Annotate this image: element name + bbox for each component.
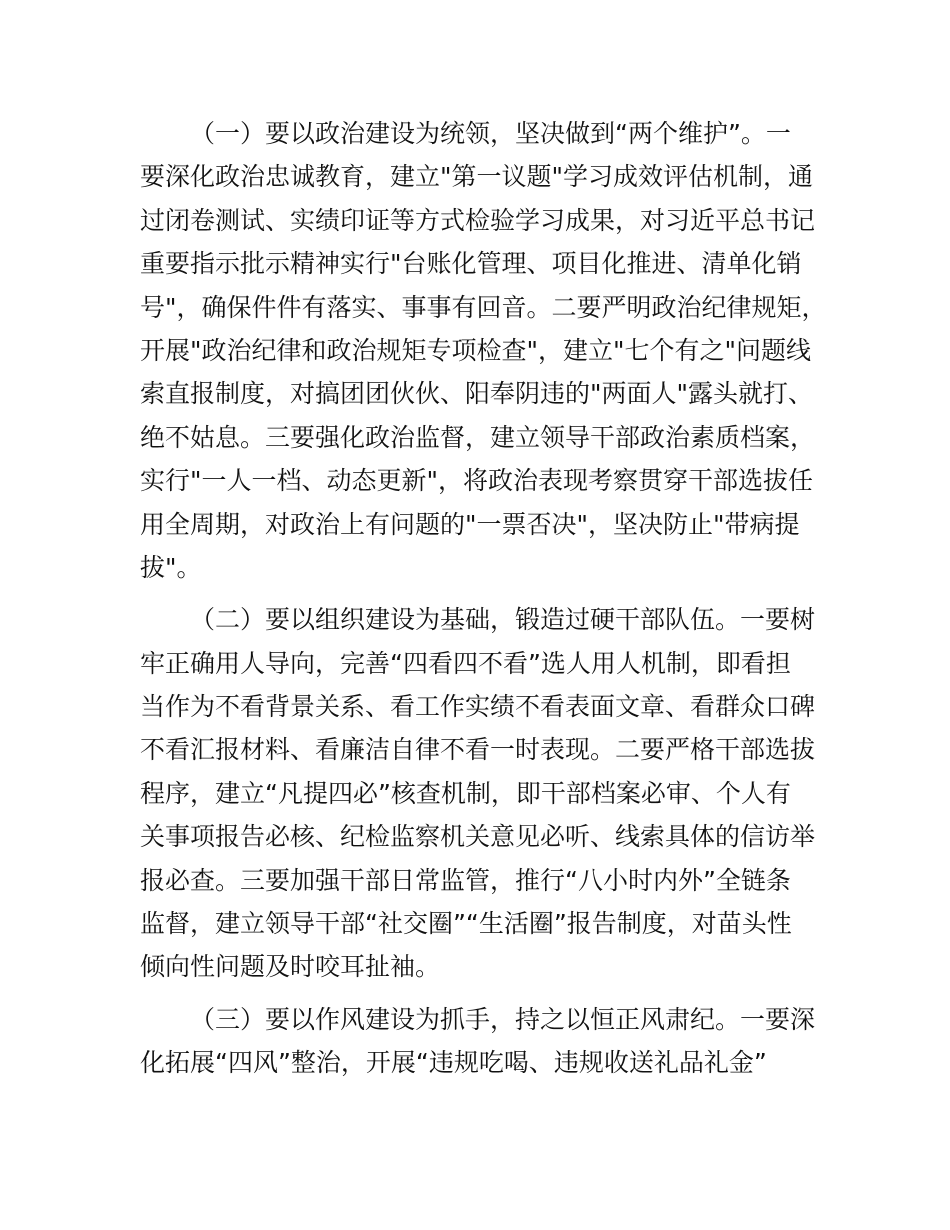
paragraph-style-building	[140, 998, 830, 1085]
text-line: （三）要以作风建设为抓手，持之以恒正风肃纪。一要深	[190, 1004, 816, 1034]
text-line: 当作为不看背景关系、看工作实绩不看表面文章、看群众口碑	[140, 692, 816, 722]
text-line: 程序，建立“凡提四必”核查机制，即干部档案必审、个人有	[140, 778, 791, 808]
text-line: 重要指示批示精神实行"台账化管理、项目化推进、清单化销	[140, 249, 802, 279]
text-line: 关事项报告必核、纪检监察机关意见必听、线索具体的信访举	[140, 822, 816, 852]
paragraph-political-building	[140, 112, 830, 589]
text-line: 过闭卷测试、实绩印证等方式检验学习成果，对习近平总书记	[140, 205, 816, 235]
paragraph-organization-building	[140, 598, 830, 989]
text-line: （一）要以政治建设为统领，坚决做到“两个维护”。一	[190, 119, 791, 148]
text-line: 开展"政治纪律和政治规矩专项检查"，建立"七个有之"问题线	[140, 335, 811, 365]
text-line: 要深化政治忠诚教育，建立"第一议题"学习成效评估机制，通	[140, 162, 814, 192]
text-line: 不看汇报材料、看廉洁自律不看一时表现。二要严格干部选拔	[140, 735, 816, 765]
text-line: 号"，确保件件有落实、事事有回音。二要严明政治纪律规矩，	[140, 292, 827, 322]
text-line: 化拓展“四风”整治，开展“违规吃喝、违规收送礼品礼金”	[140, 1048, 767, 1078]
text-line: 报必查。三要加强干部日常监管，推行“八小时内外”全链条	[140, 865, 791, 895]
text-line: 索直报制度，对搞团团伙伙、阳奉阴违的"两面人"露头就打、	[140, 379, 814, 409]
text-line: 监督，建立领导干部“社交圈”“生活圈”报告制度，对苗头性	[140, 909, 792, 939]
text-line: 实行"一人一档、动态更新"，将政治表现考察贯穿干部选拔任	[140, 466, 814, 496]
body-text	[140, 112, 830, 1094]
text-line: 倾向性问题及时咬耳扯袖。	[140, 952, 441, 982]
text-line: 用全周期，对政治上有问题的"一票否决"，坚决防止"带病提	[140, 509, 800, 539]
text-line: 拔"。	[140, 552, 202, 582]
text-line: （二）要以组织建设为基础，锻造过硬干部队伍。一要树	[190, 605, 816, 635]
text-line: 牢正确用人导向，完善“四看四不看”选人用人机制，即看担	[140, 648, 791, 678]
text-line: 绝不姑息。三要强化政治监督，建立领导干部政治素质档案，	[140, 422, 816, 452]
